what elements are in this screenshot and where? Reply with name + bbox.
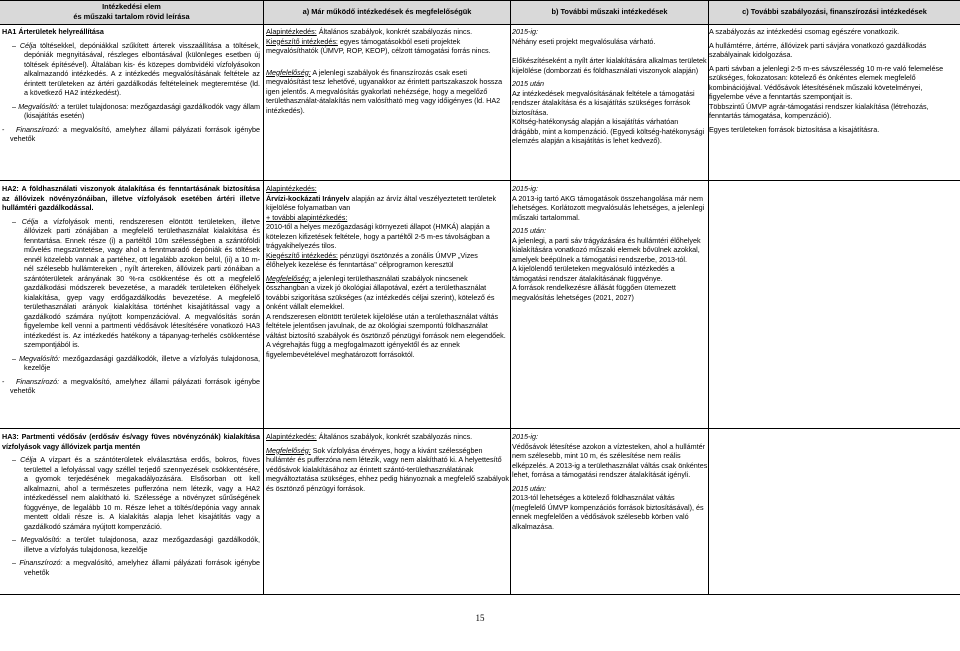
ha3-goal: – Célja A vízpart és a szántóterületek elválasztása erdős, bokros, füves területtel a lefolyással vagy széllel terjedő szennyezések csökkentésére, a gyomok terjedésének megakadályozására. Elsősorban ott kell alkalmazni, ahol a természetes pufferzóna nem létezik, vagy a HA2 intézkedéssel nem alakítható ki. Szélessége a növényzet sűrűségének függvénye, de legalább 10 m. Része lehet a töltés/depónia vagy annak mentett oldali része is. A kialakítás alapja lehet kisajátítás vagy a gazdálkodó számára nyújtott kompenzáció. [2, 455, 260, 531]
ha3-technical-measures: 2015-ig: Védősávok létesítése azokon a víztesteken, ahol a hullámtér nem szélesebb, mint 10 m, és szélesítése nem reális elképzelés. A 2013-ig a területhasználat váltás csak önkéntes lehet, forrása a támogatási rendszer átalakítását igényli. 2015 után: 2013-tól lehetséges a kötelező földhasználat váltás (megfelelő ÚMVP kompenzációs források biztosításával), és ennek megfelelően a védősávok szélesebb körben való alkalmazása. [512, 432, 708, 531]
ha2-title: HA2: A földhasználati viszonyok átalakítása és fenntartásának biztosítása az állóvizek növényzónáiban, illetve vízfolyások esetében ártéri illetve hullámtéri gazdálkodással. [2, 184, 260, 212]
ha1-existing-measures [266, 27, 510, 119]
grid-line-ha2 [0, 428, 960, 429]
page-number: 15 [475, 613, 485, 623]
ha1-implementer: – Megvalósító: a terület tulajdonosa: mezőgazdasági gazdálkodók vagy állam (kisajátítás esetén) [2, 102, 260, 121]
header-col2: a) Már működő intézkedések és megfelelőségük [264, 0, 510, 24]
grid-line-v1 [263, 0, 264, 594]
ha2-existing-measures: Alapintézkedés: Árvízi-kockázati Irányelv alapján az árvíz által veszélyeztetett területek kijelölése folyamatban van + további alapintézkedés: 2010-től a helyes mezőgazdasági környezeti állapot (HMKÁ) alapján a kötelezen kifizetések feltétele, hogy a partéltől 2-5 m-es távolságban a trágyakihelyezés tilos. Kiegészítő intézkedés: pénzügyi ösztönzés a zonális ÚMVP „Vizes élőhelyek kezelése és fenntartása" célprogramon keresztül Megfelelőség: a jelenlegi területhasználati szabályok nincsenek összhangban a vizek jó ökológiai állapotával, ezért a területhasználat további szigorítása szükséges (az intézkedés céljai szerint), kötelező és önként vállalt elemekkel. A rendszeresen elöntött területek kijelölése után a területhasználat váltás feltétele jelentősen javulnak, de az ökológiai szempontú földhasználat váltást biztosító szabályok és ösztönző pénzügyi források nem elegendőek. A végrehajtás függ a megfogalmazott igényektől és az ennek figyelembevételével meghatározott forrásoktól. [266, 184, 506, 359]
ha2-implementer: – Megvalósító: mezőgazdasági gazdálkodók, illetve a vízfolyás tulajdonosa, kezelője [2, 354, 260, 373]
header-col4: c) További szabályozási, finanszírozási intézkedések [709, 0, 960, 24]
header-col1-line2: és műszaki tartalom rövid leírása [73, 12, 190, 21]
ha3-description [2, 432, 260, 581]
ha1-description [2, 27, 260, 148]
ha1-implementer-label: Megvalósító: [18, 101, 59, 111]
grid-line-ha1 [0, 180, 960, 181]
ha1-goal: – Célja töltésekkel, depóniákkal szűkített árterek visszaállítása a töltések, depóniák megnyitásával, részleges elbontásával (különleges esetben új töltések építésével). Általában kis- és közepes dombvidéki vízfolyásokon alkalmazandó intézkedés. A z intézkedés megvalósításának feltétele az érintett területeken az ártéri gazdálkodás feltételeinek megteremtése (ld. a következő HA2 intézkedést). [2, 41, 260, 98]
ha1-c2-basic: Alapintézkedés: Általános szabályok, konkrét szabályozás nincs. Kiegészítő intézkedés: egyes támogatásokból eseti projektek megvalósíthatók (ÚMVP, ROP, KEOP), célzott támogatási forrás nincs. [266, 27, 491, 55]
ha1-regulatory-measures: A szabályozás az intézkedési csomag egészére vonatkozik. A hullámtérre, ártérre, állóvizek parti sávjára vonatkozó gazdálkodás szabályainak kidolgozása. A parti sávban a jelenlegi 2-5 m-es sávszélesség 10 m-re való felemelése szükséges, fokozatosan: kötelező és önkéntes elemek megfelelő kombinációjával. Védősávok létesítésének műszaki követelményei, figyelembe véve a fenntartás szempontjait is. Többszintű ÚMVP agrár-támogatási rendszer kialakítása (létrehozás, fenntartás támogatása, kompenzáció). Egyes területeken források biztosítása a kisajátításra. [709, 27, 944, 134]
grid-line-v2 [510, 0, 511, 594]
ha1-goal-label: Célja [19, 40, 37, 50]
ha2-technical-measures: 2015-ig: A 2013-ig tartó AKG támogatások összehangolása már nem lehetséges. Korlátozott megvalósulás lehetséges, a jelenlegi műszaki tartalommal. 2015 után: A jelenlegi, a parti sáv trágyázására és hullámtéri élőhelyek kialakítására vonatkozó műszaki elemek bővülnek azokkal, amelyek beépülnek a támogatási rendszerbe, 2013-tól. A kijelölendő területeken megvalósuló intézkedés a támogatási rendszer átalakításának függvénye. A források rendelkezésre állását függően ütemezett megvalósítás lehetséges (2021, 2027) [512, 184, 705, 302]
grid-line-ha3 [0, 594, 960, 595]
grid-line-top [0, 0, 960, 1]
ha1-title: HA1 Árterületek helyreállítása [2, 27, 104, 36]
header-col1-line1: Intézkedési elem [102, 2, 161, 12]
ha2-funder: - Finanszírozó: a megvalósító, amelyhez állami pályázati források igénybe vehetők [2, 376, 260, 395]
ha2-description [2, 184, 260, 400]
grid-line-header [0, 24, 960, 25]
header-col3: b) További műszaki intézkedések [511, 0, 708, 24]
ha1-technical-measures: 2015-ig: Néhány eseti projekt megvalósulása várható. Előkészítéseként a nyílt árter kialakítására alkalmas területek kijelölése (domborzati és földhasználati viszonyok alapján) 2015 után Az intézkedések megvalósításának feltétele a támogatási rendszer átalakítása és a kisajátítás szükséges források biztosítása. Költség-hatékonyság alapján a kisajátítás várhatóan drágább, mint a kompenzáció. (Egyedi költség-hatékonysági elemzés alapján a kisajátítás is lehet kedvező). [512, 27, 707, 145]
ha1-funder-label: Finanszírozó: [16, 124, 60, 134]
ha3-implementer: – Megvalósító: a terület tulajdonosa, azaz mezőgazdasági gazdálkodók, illetve a vízfolyás tulajdonosa, kezelője [2, 535, 260, 554]
ha3-funder: – Finanszírozó: a megvalósító, amelyhez állami pályázati források igénybe vehetők [2, 558, 260, 577]
header-col1 [0, 0, 263, 24]
ha3-title: HA3: Partmenti védősáv (erdősáv és/vagy füves növényzónák) kialakítása vízfolyások vagy állóvizek partja mentén [2, 432, 260, 451]
ha2-goal: – Célja a vízfolyások menti, rendszeresen elöntött területeken, illetve állóvizek parti zónájában a megfelelő területhasználat kialakítása és fenntartása. Ennek része (i) a partéltől 10m szélességben a szántóföldi művelés megszüntetése, vagy ahol a fenntmaradó depóniák és töltések ennél közelebb vannak a partéhez, ott legalább azokon belül, (ii) a 10 m-nél szélesebb hullámtereken , nyílt ártereken, állóvizek parti zónáiban a szántóterületek arányának 30 %-ra csökkentése és ott a megfelelő gazdálkodási módszerek bevezetése, a maradék területeken élőhelyek kialakítása, gyep vagy erdőgazdálkodás bevezetése. A megfelelő területhasználati arányok kialakítása történhet kisajátítással vagy a gazdálkodó számára nyújtott kompenzációval. A megvalósítás során figyelembe kell venni a partmenti védősávok létesítésére vonatkozó HA3 intézkedést is. Az intézkedés hatékony a tápanyag-terhelés csökkentése szempontjából is. [2, 217, 260, 350]
ha1-c2-adequacy: Megfelelőség: A jelenlegi szabályok és finanszírozás csak eseti megvalósítást tesz lehetővé, ugyanakkor az érintett partszakaszok hossza igen jelentős. A megvalósítás gyakorlati nehézsége, hogy a megelőző területhasználat-átalakítás nem valósítható meg vagy időigényes (ld. HA2 intézkedés). [266, 67, 503, 115]
ha3-existing-measures: Alapintézkedés: Általános szabályok, konkrét szabályozás nincs. Megfelelőség: Sok vízfolyása érvényes, hogy a kivánt szélességben hullámtér és pufferzóna nem létezik, vagy nem alakítható ki. A helyettesítő védősávok kialakításához az érintett szántó-területhasználatának megváltoztatása szükséges, ehhez pedig hiányoznak a megfelelő szabályok és ösztönző pénzügyi források. [266, 432, 509, 493]
ha1-funder: - Finanszírozó: a megvalósító, amelyhez állami pályázati források igénybe vehetők [2, 124, 260, 143]
